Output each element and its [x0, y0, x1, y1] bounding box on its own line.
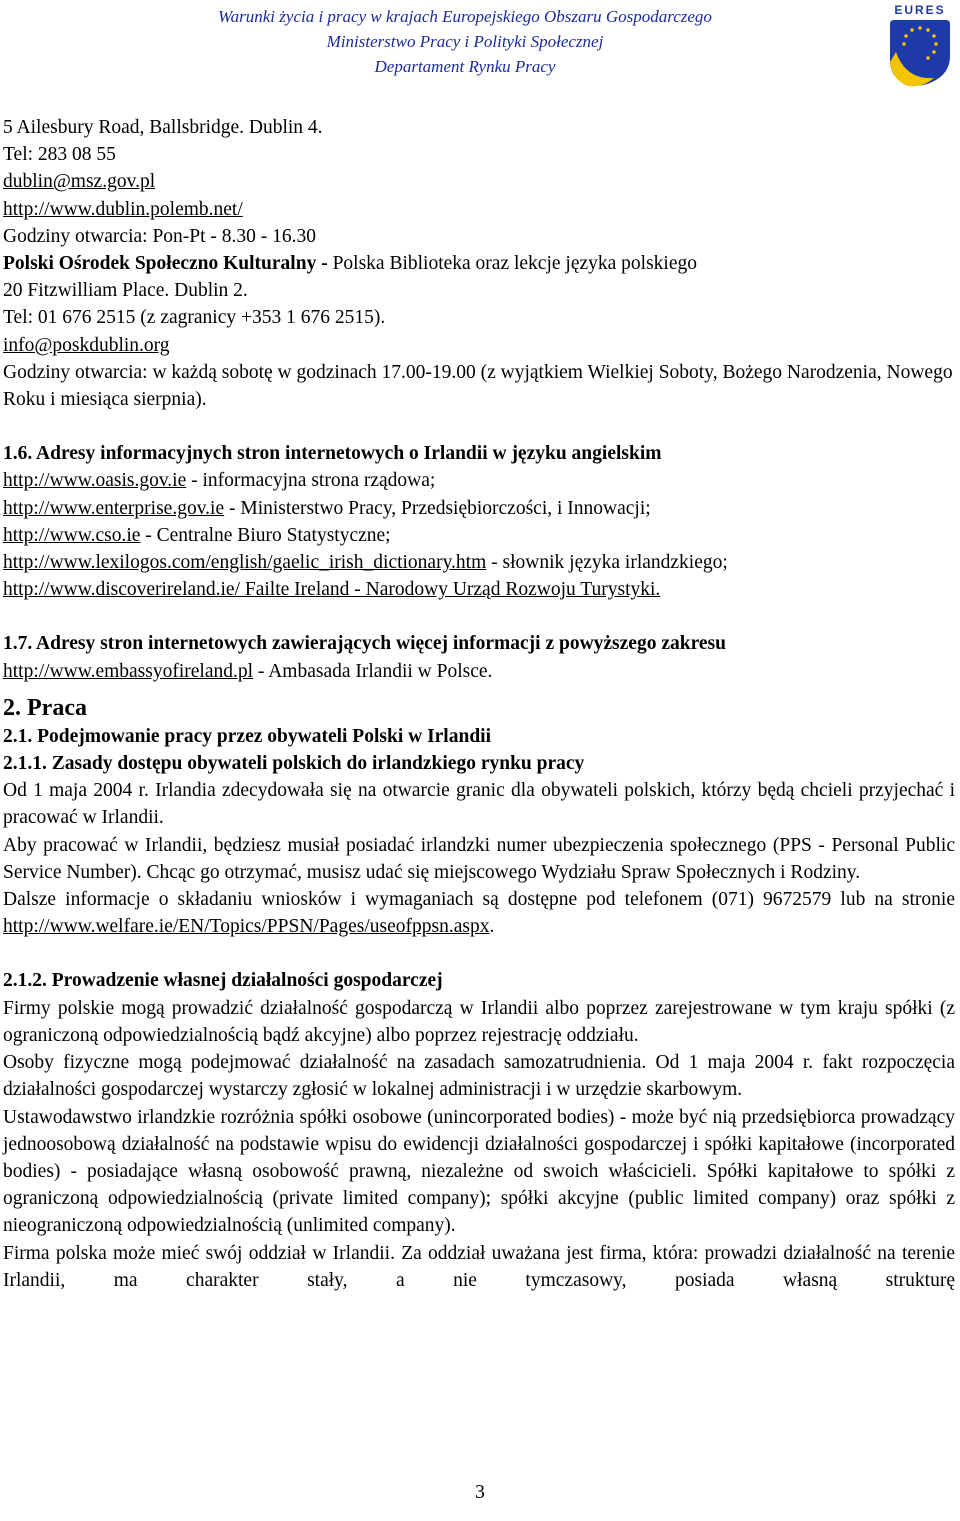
link-row [3, 576, 955, 603]
page-header [150, 4, 780, 79]
eures-logo-text: EURES [894, 3, 946, 17]
embassy-tel: Tel: 283 08 55 [3, 144, 116, 166]
paragraph-text: Dalsze informacje o składaniu wniosków i wymaganiach są dostępne pod telefonem (071) 9672579 lub na stronie [3, 889, 955, 911]
paragraph: Firmy polskie mogą prowadzić działalność gospodarczą w Irlandii albo poprzez zarejestrowane w tym kraju spółki (z ograniczoną odpowiedzialnością bądź akcyjne) albo poprzez rejestrację oddziału. [3, 997, 955, 1046]
paragraph: Firma polska może mieć swój oddział w Irlandii. Za oddział uważana jest firma, która: prowadzi działalność na terenie Irlandii, ma charakter stały, a nie tymczasowy, posiada własną strukturę [3, 1242, 955, 1291]
paragraph-end: . [489, 916, 495, 938]
link-enterprise[interactable]: http://www.enterprise.gov.ie [3, 497, 225, 519]
link-discoverireland[interactable]: http://www.discoverireland.ie/ [3, 579, 245, 601]
link-row [3, 522, 955, 549]
link-lexilogos[interactable]: http://www.lexilogos.com/english/gaelic_irish_dictionary.htm [3, 552, 487, 574]
link-desc: - Ambasada Irlandii w Polsce. [253, 660, 493, 682]
page-number: 3 [475, 1482, 485, 1503]
link-welfare[interactable]: http://www.welfare.ie/EN/Topics/PPSN/Pages/useofppsn.aspx [3, 916, 490, 938]
link-cso[interactable]: http://www.cso.ie [3, 524, 141, 546]
link-row [3, 467, 955, 494]
section-1-7-heading: 1.7. Adresy stron internetowych zawierających więcej informacji z powyższego zakresu [3, 633, 726, 655]
center-tel: Tel: 01 676 2515 (z zagranicy +353 1 676 2515). [3, 307, 386, 329]
embassy-hours: Godziny otwarcia: Pon-Pt - 8.30 - 16.30 [3, 225, 317, 247]
embassy-email-link[interactable]: dublin@msz.gov.pl [3, 171, 156, 193]
paragraph: Od 1 maja 2004 r. Irlandia zdecydowała się na otwarcie granic dla obywateli polskich, którzy będą chcieli przyjechać i pracować w Irlandii. [3, 780, 955, 829]
center-line [3, 250, 955, 277]
center-desc: Polska Biblioteka oraz lekcje języka polskiego [327, 253, 697, 275]
eures-logo [882, 2, 958, 94]
embassy-address: 5 Ailesbury Road, Ballsbridge. Dublin 4. [3, 117, 323, 138]
link-desc: - Centralne Biuro Statystyczne; [140, 524, 391, 546]
center-name: Polski Ośrodek Społeczno Kulturalny - [3, 253, 328, 275]
link-desc: - Ministerstwo Pracy, Przedsiębiorczości, i Innowacji; [224, 497, 651, 519]
center-email-link[interactable]: info@poskdublin.org [3, 334, 170, 356]
paragraph: Aby pracować w Irlandii, będziesz musiał posiadać irlandzki numer ubezpieczenia społecznego (PPS - Personal Public Service Number). Chcąc go otrzymać, musisz udać się miejscowego Wydziału Spraw Społecznych i Rodziny. [3, 834, 955, 883]
section-2-heading: 2. Praca [3, 694, 87, 721]
link-embassyofireland[interactable]: http://www.embassyofireland.pl [3, 660, 254, 682]
section-2-1-1-heading: 2.1.1. Zasady dostępu obywateli polskich do irlandzkiego rynku pracy [3, 753, 585, 775]
paragraph [3, 886, 955, 940]
link-desc: Failte Ireland - Narodowy Urząd Rozwoju Turystyki. [244, 579, 661, 601]
center-address: 20 Fitzwilliam Place. Dublin 2. [3, 280, 248, 302]
header-line-1: Warunki życia i pracy w krajach Europejskiego Obszaru Gospodarczego [218, 7, 712, 26]
header-line-3: Departament Rynku Pracy [374, 57, 556, 76]
paragraph: Ustawodawstwo irlandzkie rozróżnia spółki osobowe (unincorporated bodies) - może być nią przedsiębiorca prowadzący jednoosobową działalność na podstawie wpisu do ewidencji działalności gospodarczej i spółki kapitałowe (incorporated bodies) - posiadające własną osobowość prawną, niezależne od swoich właścicieli. Spółki kapitałowe to spółki z ograniczoną odpowiedzialnością (private limited company); spółki akcyjne (public limited company) oraz spółki z nieograniczoną odpowiedzialnością (unlimited company). [3, 1106, 955, 1237]
link-desc: - informacyjna strona rządowa; [186, 470, 436, 492]
link-oasis[interactable]: http://www.oasis.gov.ie [3, 470, 187, 492]
header-line-2: Ministerstwo Pracy i Polityki Społecznej [326, 32, 604, 51]
link-row [3, 658, 955, 685]
link-row [3, 495, 955, 522]
link-desc: - słownik języka irlandzkiego; [486, 552, 728, 574]
section-2-1-heading: 2.1. Podejmowanie pracy przez obywateli Polski w Irlandii [3, 725, 492, 747]
paragraph: Osoby fizyczne mogą podejmować działalność na zasadach samozatrudnienia. Od 1 maja 2004 r. fakt rozpoczęcia działalności gospodarczej wystarczy zgłosić w lokalnej administracji i w urzędzie skarbowym. [3, 1052, 955, 1101]
section-1-6-heading: 1.6. Adresy informacyjnych stron internetowych o Irlandii w języku angielskim [3, 443, 662, 465]
link-row [3, 549, 955, 576]
section-2-1-2-heading: 2.1.2. Prowadzenie własnej działalności gospodarczej [3, 970, 443, 992]
center-hours: Godziny otwarcia: w każdą sobotę w godzinach 17.00-19.00 (z wyjątkiem Wielkiej Soboty, Bożego Narodzenia, Nowego Roku i miesiąca sierpnia). [3, 361, 953, 411]
document-body [3, 114, 955, 1294]
embassy-url-link[interactable]: http://www.dublin.polemb.net/ [3, 198, 243, 220]
